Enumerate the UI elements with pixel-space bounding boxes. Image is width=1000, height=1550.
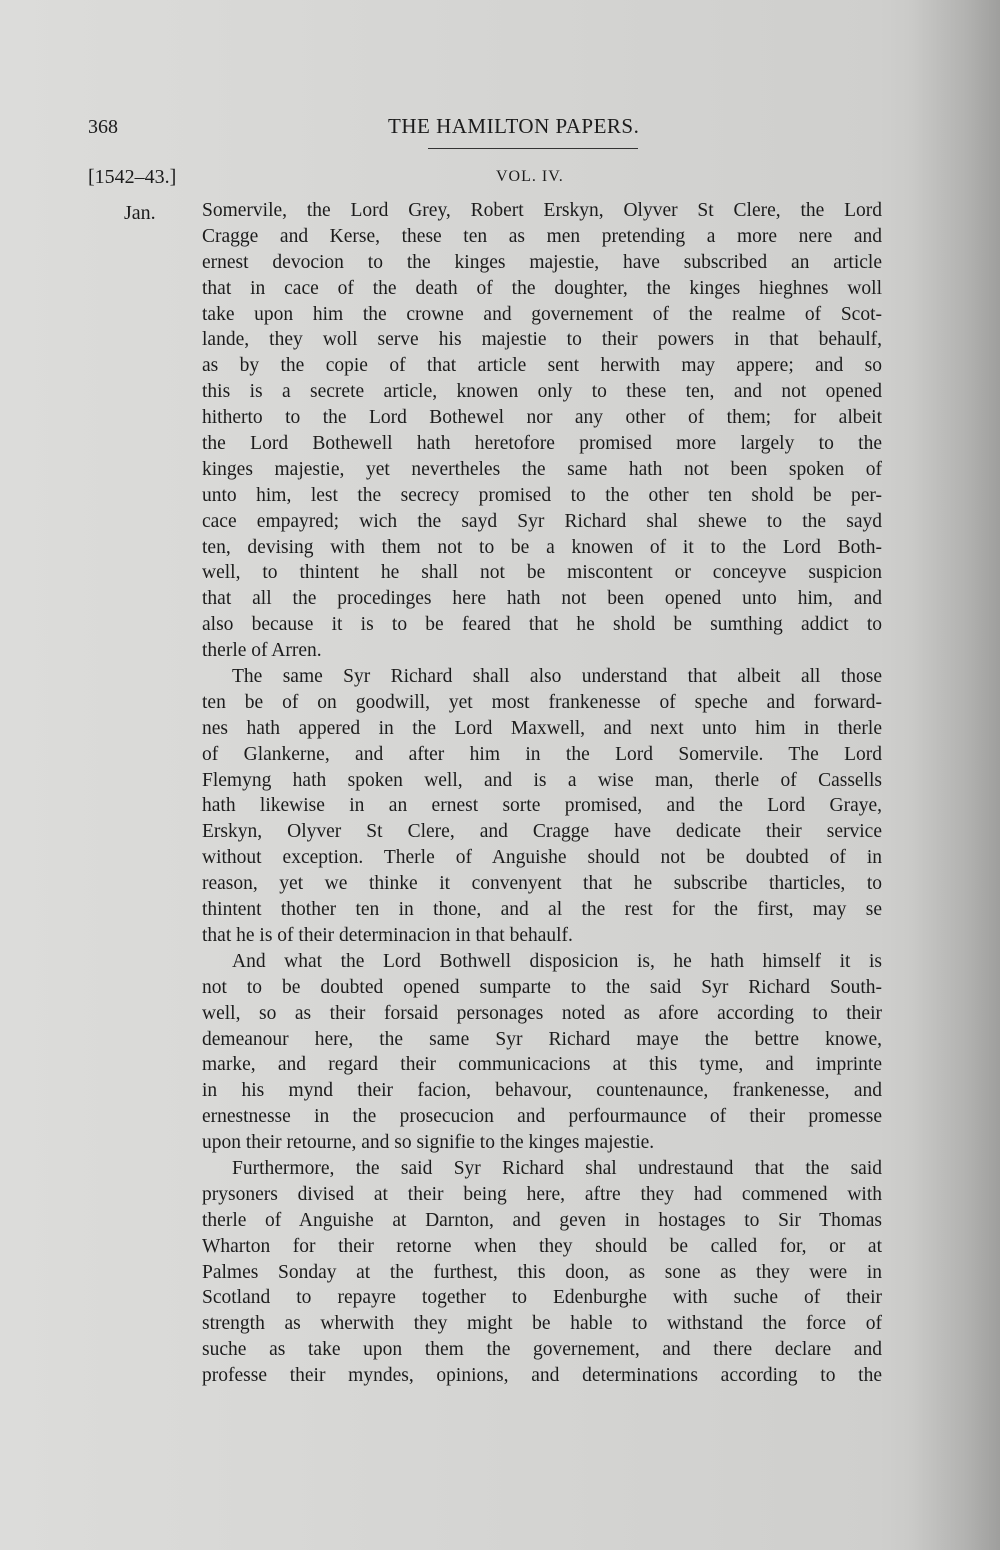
text-line: cace empayred; wich the sayd Syr Richard shal shewe to the sayd	[202, 510, 882, 532]
text-line: Palmes Sonday at the furthest, this doon, as sone as they were in	[202, 1261, 882, 1283]
text-line: kinges majestie, yet nevertheles the same hath not been spoken of	[202, 458, 882, 480]
text-line: Wharton for their retorne when they should be called for, or at	[202, 1235, 882, 1257]
text-line: Erskyn, Olyver St Clere, and Cragge have dedicate their service	[202, 821, 882, 843]
text-line: Cragge and Kerse, these ten as men pretending a more nere and	[202, 225, 882, 247]
binding-shadow	[910, 0, 1000, 1550]
title-rule	[428, 148, 638, 149]
text-line: Somervile, the Lord Grey, Robert Erskyn, Olyver St Clere, the Lord	[202, 200, 882, 221]
text-line: without exception. Therle of Anguishe should not be doubted of in	[202, 847, 882, 869]
text-line: thintent thother ten in thone, and al the rest for the first, may se	[202, 899, 882, 921]
text-line: professe their myndes, opinions, and determinations according to the	[202, 1365, 882, 1387]
text-line: ernestnesse in the prosecucion and perfourmaunce of their promesse	[202, 1106, 882, 1128]
text-line: ernest devocion to the kinges majestie, have subscribed an article	[202, 251, 882, 273]
text-line: this is a secrete article, knowen only to these ten, and not opened	[202, 381, 882, 403]
text-line: upon their retourne, and so signifie to the kinges majestie.	[202, 1132, 655, 1154]
text-line: therle of Arren.	[202, 640, 322, 662]
text-line: in his mynd their facion, behavour, countenaunce, frankenesse, and	[202, 1080, 882, 1102]
text-line: as by the copie of that article sent herwith may appere; and so	[202, 355, 882, 377]
text-line: suche as take upon them the governement, and there declare and	[202, 1339, 882, 1361]
text-line: well, so as their forsaid personages noted as afore according to their	[202, 1002, 882, 1024]
text-line: therle of Anguishe at Darnton, and geven in hostages to Sir Thomas	[202, 1209, 882, 1231]
text-line: that all the procedinges here hath not been opened unto him, and	[202, 588, 882, 610]
text-line: ten be of on goodwill, yet most frankenesse of speche and forward-	[202, 691, 882, 713]
text-line: reason, yet we thinke it convenyent that he subscribe tharticles, to	[202, 873, 882, 895]
text-line: strength as wherwith they might be hable to withstand the force of	[202, 1313, 882, 1335]
text-line: Furthermore, the said Syr Richard shal undrestaund that the said	[232, 1157, 882, 1179]
text-line: ten, devising with them not to be a knowen of it to the Lord Both-	[202, 536, 882, 558]
running-title: THE HAMILTON PAPERS.	[388, 114, 640, 138]
text-line: lande, they woll serve his majestie to their powers in that behaulf,	[202, 329, 882, 351]
text-line: nes hath appered in the Lord Maxwell, and next unto him in therle	[202, 717, 882, 739]
text-line: of Glankerne, and after him in the Lord Somervile. The Lord	[202, 743, 882, 765]
text-line: prysoners divised at their being here, aftre they had commened with	[202, 1183, 882, 1205]
text-line: The same Syr Richard shall also understand that albeit all those	[232, 666, 882, 688]
text-line: that he is of their determinacion in that behaulf.	[202, 924, 573, 946]
text-line: the Lord Bothewell hath heretofore promised more largely to the	[202, 433, 882, 455]
date-range: [1542–43.]	[88, 166, 177, 188]
text-line: unto him, lest the secrecy promised to the other ten shold be per-	[202, 484, 882, 506]
text-line: that in cace of the death of the doughter, the kinges hieghnes woll	[202, 277, 882, 299]
text-line: well, to thintent he shall not be miscontent or conceyve suspicion	[202, 562, 882, 584]
text-line: And what the Lord Bothwell disposicion is, he hath himself it is	[232, 950, 882, 972]
text-line: marke, and regard their communicacions at this tyme, and imprinte	[202, 1054, 882, 1076]
text-line: Scotland to repayre together to Edenburghe with suche of their	[202, 1287, 882, 1309]
text-line: take upon him the crowne and governement of the realme of Scot-	[202, 303, 882, 325]
text-line: hath likewise in an ernest sorte promised, and the Lord Graye,	[202, 795, 882, 817]
page-number: 368	[88, 116, 118, 138]
body-text	[202, 198, 882, 1389]
text-line: demeanour here, the same Syr Richard maye the bettre knowe,	[202, 1028, 882, 1050]
text-line: also because it is to be feared that he shold be sumthing addict to	[202, 614, 882, 636]
text-line: hitherto to the Lord Bothewel nor any other of them; for albeit	[202, 407, 882, 429]
margin-month: Jan.	[124, 202, 156, 224]
text-line: Flemyng hath spoken well, and is a wise man, therle of Cassells	[202, 769, 882, 791]
text-line: not to be doubted opened sumparte to the said Syr Richard South-	[202, 976, 882, 998]
volume-label: VOL. IV.	[496, 168, 564, 185]
